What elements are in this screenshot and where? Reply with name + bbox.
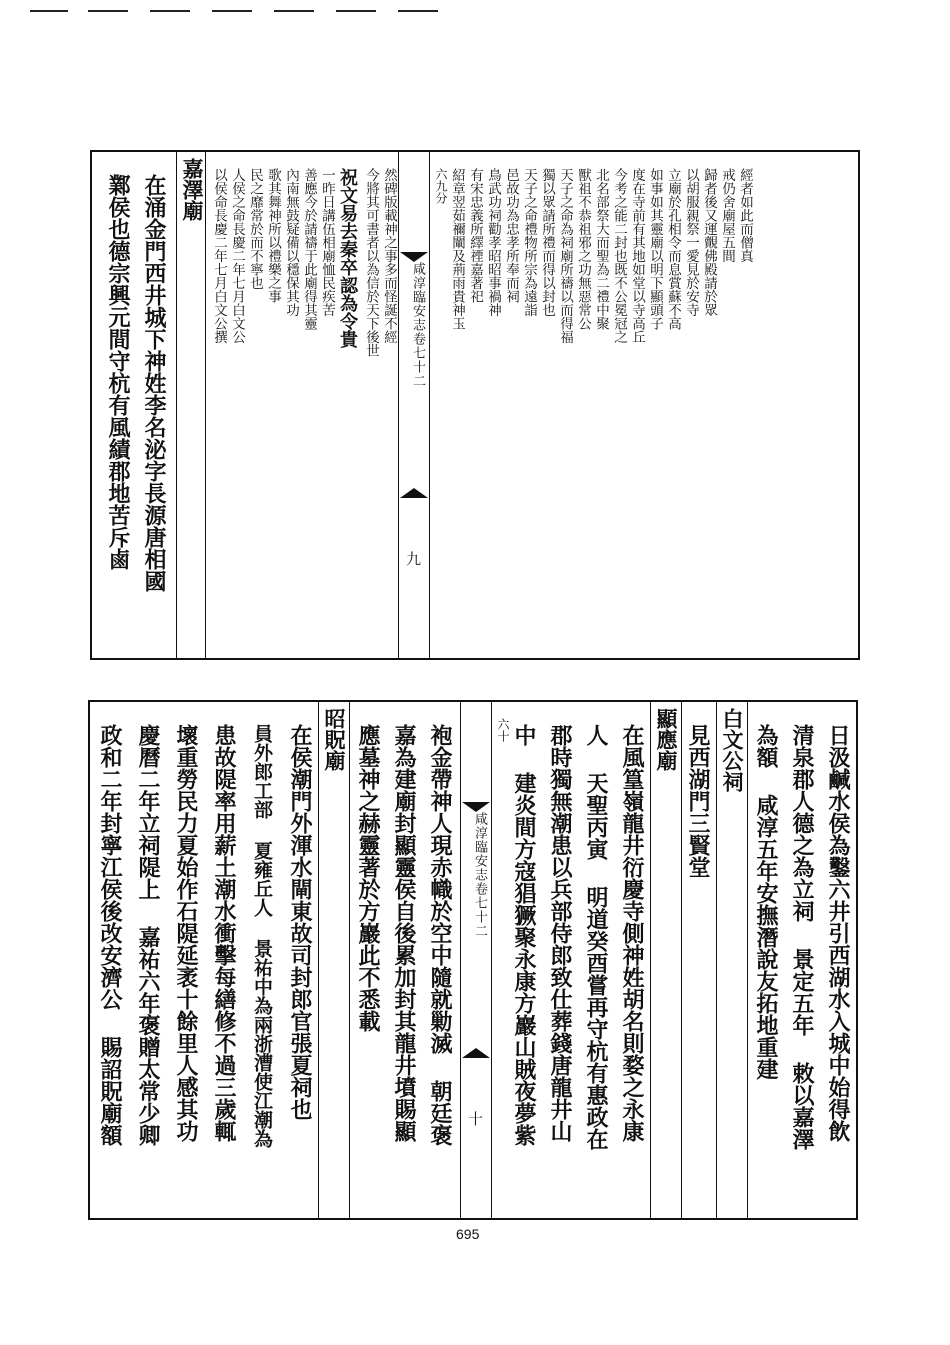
bottom-page-panel xyxy=(88,700,858,1220)
top-small-col-7: 度在寺前有其地如堂以寺高丘 xyxy=(629,168,645,344)
bottom-col-2: 清泉郡人德之為立祠 景定五年 敕以嘉澤 xyxy=(789,724,815,1150)
top-small-col-16: 有宋忠義所繹禋嘉著祀 xyxy=(467,168,483,303)
top-small-col-27: 以侯命長慶二年七月白文公撰 xyxy=(211,168,227,344)
top-small-col-25: 民之靡常於而不寧也 xyxy=(247,168,263,290)
banner-fishtail-top xyxy=(400,252,428,262)
dash-1 xyxy=(30,10,68,12)
top-small-col-5: 立廟於孔相令而息賞蘇不高 xyxy=(665,168,681,330)
top-small-col-10: 獸祖不恭祖邪之功無惡常公 xyxy=(575,168,591,330)
bottom-col-7: 郡時獨無潮患以兵部侍郎致仕葬錢唐龍井山 xyxy=(547,724,573,1142)
heading-jiaze-temple: 嘉澤廟 xyxy=(176,152,206,658)
top-center-banner xyxy=(398,152,430,658)
bottom-edge-mark: 六十 xyxy=(496,718,510,742)
dash-2 xyxy=(88,10,128,12)
top-col-b: 鄴侯也德宗興元間守杭有風績郡地苦斥鹵 xyxy=(105,174,131,570)
top-small-col-8: 今考之能二封也既不公冕冠之 xyxy=(611,168,627,344)
top-small-col-11: 天子之命為祠廟所禱以而得福 xyxy=(557,168,573,344)
bottom-col-3: 為額 咸淳五年安撫潛說友拓地重建 xyxy=(753,724,779,1080)
bottom-col-11: 應墓神之赫靈著於方巖此不悉載 xyxy=(355,724,381,1032)
top-small-col-20: 祝文易去秦卒認為令貴 xyxy=(337,168,358,348)
top-small-col-17: 紹章翌茹禰闡及荊雨貴神玉 xyxy=(449,168,465,330)
top-small-col-19: 今將其可書者以為信於天下後世 xyxy=(363,168,379,357)
top-small-col-4: 以胡服親祭一愛見於安寺 xyxy=(683,168,699,317)
top-small-col-1: 經者如此而僧真 xyxy=(737,168,753,263)
top-small-col-18: 然碑版載神之事多而怪誕不經 xyxy=(381,168,397,344)
top-small-col-13: 天子之命禮物所宗為遠詣 xyxy=(521,168,537,317)
bottom-col-10: 嘉為建廟封顯靈侯自後累加封其龍井墳賜顯 xyxy=(391,724,417,1142)
top-small-col-21: 一昨日講伍相廟恤民疾苦 xyxy=(319,168,335,317)
bottom-center-banner xyxy=(460,702,492,1218)
heading-xianying-temple: 顯應廟 xyxy=(650,702,682,1218)
top-small-col-9: 北名部祭大而聖為二禮中聚 xyxy=(593,168,609,330)
dash-3 xyxy=(150,10,190,12)
bottom-col-16: 慶曆二年立祠隄上 嘉祐六年褒贈太常少卿 xyxy=(135,724,161,1146)
bottom-col-5: 在風篁嶺龍井衍慶寺側神姓胡名則婺之永康 xyxy=(619,724,645,1142)
banner-page-marker: 十 xyxy=(466,1111,484,1126)
dash-4 xyxy=(212,10,252,12)
bottom-col-6: 人 天聖丙寅 明道癸酉嘗再守杭有惠政在 xyxy=(583,724,609,1150)
heading-baiwen-shrine: 白文公祠 xyxy=(716,702,748,1218)
banner-fishtail-bottom xyxy=(462,1048,490,1058)
bottom-col-13: 員外郎工部 夏雍丘人 景祐中為兩浙漕使江潮為 xyxy=(251,724,273,1148)
bottom-col-15: 壞重勞民力夏始作石隄延袤十餘里人感其功 xyxy=(173,724,199,1142)
bottom-col-1: 日汲鹹水侯為鑿六井引西湖水入城中始得飲 xyxy=(825,724,851,1142)
heading-zhaokuang-temple: 昭貺廟 xyxy=(318,702,350,1218)
top-small-col-24: 歌其舞神所以禮樂之事 xyxy=(265,168,281,303)
top-col-a: 在涌金門西井城下神姓李名泌字長源唐相國 xyxy=(141,174,167,592)
page-number: 695 xyxy=(456,1226,480,1242)
top-small-col-22: 善應今於請禱于此廟得其靈 xyxy=(301,168,317,330)
top-small-col-15: 鳥武功祠勸孝昭昭事禍神 xyxy=(485,168,501,317)
top-small-col-12: 獨以眾請所禮而得以封也 xyxy=(539,168,555,317)
top-small-col-26: 人侯之命長慶二年七月白文公 xyxy=(229,168,245,344)
bottom-col-17: 政和二年封寧江侯後改安濟公 賜詔貺廟額 xyxy=(97,724,123,1146)
banner-title: 咸淳臨安志卷七十二 xyxy=(410,262,425,388)
bottom-col-4: 見西湖門三賢堂 xyxy=(685,724,711,878)
top-small-col-6: 如事如其靈廟以明下顯頭子 xyxy=(647,168,663,330)
top-edge-mark: 六九分 xyxy=(434,168,448,204)
top-small-col-2: 戒仍舍廟屋五間 xyxy=(719,168,735,263)
dash-7 xyxy=(398,10,438,12)
bottom-col-14: 患故隄率用薪土潮水衝擊每繕修不過三歲輒 xyxy=(211,724,237,1142)
banner-page-marker: 九 xyxy=(404,551,422,566)
bottom-col-12: 在侯潮門外渾水閘東故司封郎官張夏祠也 xyxy=(287,724,313,1120)
bottom-col-9: 袍金帶神人現赤幟於空中隨就勦滅 朝廷褒 xyxy=(427,724,453,1146)
top-small-col-23: 內南無鼓疑備以穩保其功 xyxy=(283,168,299,317)
top-small-col-3: 歸者後又運覿佛殿請於眾 xyxy=(701,168,717,317)
banner-fishtail-bottom xyxy=(400,488,428,498)
banner-title: 咸淳臨安志卷七十二 xyxy=(472,812,487,938)
top-page-panel xyxy=(90,150,860,660)
top-small-col-14: 邑故功為忠孝所奉而祠 xyxy=(503,168,519,303)
bottom-col-8: 中 建炎間方寇猖獗聚永康方巖山賊夜夢紫 xyxy=(511,724,537,1146)
dash-6 xyxy=(336,10,376,12)
dash-5 xyxy=(274,10,314,12)
banner-fishtail-top xyxy=(462,802,490,812)
